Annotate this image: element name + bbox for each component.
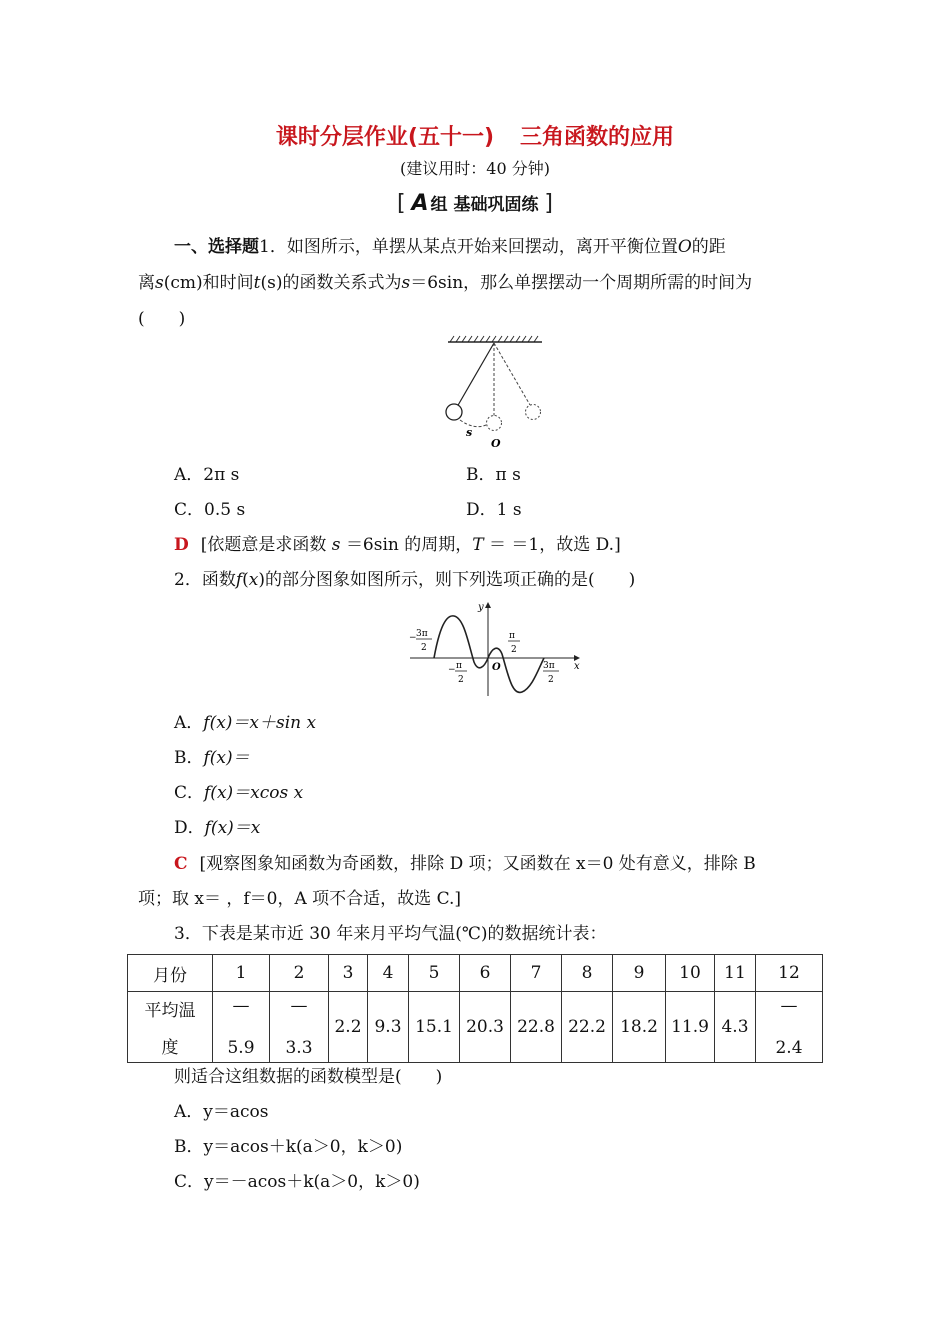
table-header-row <box>128 955 823 992</box>
temp-label-2: 度 <box>161 1038 179 1058</box>
temp-cell <box>756 992 823 1063</box>
section-heading: 一、选择题 <box>174 237 259 257</box>
y-axis-arrow <box>485 602 491 608</box>
q3-option-b[interactable]: B．y＝acos＋k(a＞0，k＞0) <box>174 1137 403 1157</box>
tick-pi-den: 2 <box>511 645 517 655</box>
q2-optD-expr: f(x)＝x <box>204 818 261 838</box>
month-cell: 7 <box>511 955 562 992</box>
q1-line-1 <box>174 232 726 257</box>
q2-optD-letter: D． <box>174 818 205 838</box>
temp-cell: 18.2 <box>613 992 666 1063</box>
q1-t2s2: s <box>401 273 411 293</box>
q2-optC-letter: C． <box>174 783 205 803</box>
month-cell: 3 <box>329 955 368 992</box>
q2-stem-a: 2．函数 <box>174 570 236 590</box>
month-cell: 4 <box>368 955 409 992</box>
q1-t2d: ＝6sin，那么单摆摆动一个周期所需的时间为 <box>410 273 753 293</box>
temp-cell: 4.3 <box>715 992 756 1063</box>
q1-line-3: ( ) <box>138 309 186 329</box>
q2-explanation-1 <box>174 849 756 874</box>
q1-option-c[interactable]: C．0.5 s <box>174 500 246 520</box>
temp-cell: 9.3 <box>368 992 409 1063</box>
group-heading <box>0 190 950 216</box>
pendulum-figure <box>430 332 560 452</box>
q2-answer: C <box>174 854 188 874</box>
month-cell: 5 <box>409 955 460 992</box>
month-cell: 1 <box>213 955 270 992</box>
q3-option-c[interactable]: C．y＝－acos＋k(a＞0，k＞0) <box>174 1172 420 1192</box>
tick-neg-pi-den: 2 <box>458 675 464 685</box>
group-label: 组 基础巩固练 <box>430 195 539 215</box>
tick-neg-3pi-num: 3π <box>416 629 428 639</box>
tick-3pi-den: 2 <box>548 675 554 685</box>
temp-cell: 15.1 <box>409 992 460 1063</box>
q3-question: 则适合这组数据的函数模型是( ) <box>174 1067 443 1087</box>
q1-text-1: 1．如图所示，单摆从某点开始来回摆动，离开平衡位置 <box>259 237 678 257</box>
q3-stem: 3．下表是某市近 30 年来月平均气温(℃)的数据统计表： <box>174 924 607 944</box>
q2-explanation-2: 项；取 x＝ ，f＝0，A 项不合适，故选 C.] <box>138 889 462 909</box>
function-graph <box>404 600 584 700</box>
temp-value: 3.3 <box>285 1038 313 1058</box>
group-bracket-open: [ <box>397 191 406 216</box>
temp-value: 2.4 <box>775 1038 803 1058</box>
month-cell: 2 <box>270 955 329 992</box>
header-temp-label <box>128 992 213 1063</box>
tick-pi-num: π <box>509 631 515 641</box>
neg-mark: — <box>290 996 308 1016</box>
page-title <box>0 120 950 151</box>
q1-explanation <box>174 530 621 555</box>
q1-exp-t: T <box>472 535 484 555</box>
temp-cell: 22.8 <box>511 992 562 1063</box>
temp-cell: 20.3 <box>460 992 511 1063</box>
q3-option-a[interactable]: A．y＝acos <box>174 1102 269 1122</box>
q1-exp-c: ＝ ＝1，故选 D.] <box>489 535 621 555</box>
q1-option-d[interactable]: D．1 s <box>466 500 522 520</box>
extreme-bob <box>526 405 541 420</box>
q1-t2b: (cm)和时间 <box>163 273 254 293</box>
q1-t2a: 离 <box>138 273 155 293</box>
group-letter: A <box>411 191 429 216</box>
temp-cell <box>213 992 270 1063</box>
temp-label-1: 平均温 <box>144 1001 196 1021</box>
q1-t2s: s <box>155 273 164 293</box>
origin-label: O <box>492 662 501 673</box>
q2-stem <box>174 565 635 590</box>
temp-cell: 22.2 <box>562 992 613 1063</box>
label-s: s <box>466 426 473 439</box>
q1-text-1-end: 的距 <box>691 237 726 257</box>
tick-neg-3pi-den: 2 <box>421 643 427 653</box>
month-cell: 6 <box>460 955 511 992</box>
q1-exp-b: ＝6sin 的周期， <box>345 535 473 555</box>
q1-option-b[interactable]: B．π s <box>466 465 521 485</box>
ceiling-hatch <box>450 336 538 342</box>
q2-option-b[interactable] <box>174 743 250 768</box>
temp-value: 5.9 <box>227 1038 255 1058</box>
q2-optA-letter: A． <box>174 713 204 733</box>
tick-neg-3pi-minus: − <box>409 633 417 643</box>
q2-option-a[interactable] <box>174 708 316 733</box>
q1-line-2 <box>138 268 752 293</box>
swing-arc <box>460 420 486 427</box>
pendulum-bob <box>446 404 462 420</box>
temp-cell: 2.2 <box>329 992 368 1063</box>
q1-t2t: t <box>253 273 261 293</box>
suggested-time: (建议用时：40 分钟) <box>400 159 550 178</box>
q2-optA-expr: f(x)＝x＋sin x <box>203 713 317 733</box>
q1-answer: D <box>174 535 189 555</box>
q2-option-c[interactable] <box>174 778 303 803</box>
neg-mark: — <box>780 996 798 1016</box>
q2-optB-expr: f(x)＝ <box>203 748 250 768</box>
header-month-label: 月份 <box>128 955 213 992</box>
q1-exp-a: [依题意是求函数 <box>200 535 327 555</box>
q2-stem-f: f <box>235 570 243 590</box>
month-cell: 9 <box>613 955 666 992</box>
label-o: O <box>491 437 501 450</box>
q2-exp-1: [观察图象知函数为奇函数，排除 D 项；又函数在 x＝0 处有意义，排除 B <box>199 854 756 874</box>
q2-option-d[interactable] <box>174 813 260 838</box>
title-topic: 三角函数的应用 <box>520 125 675 150</box>
q2-optB-letter: B． <box>174 748 204 768</box>
q1-option-a[interactable]: A．2π s <box>174 465 240 485</box>
month-cell: 10 <box>666 955 715 992</box>
temp-cell: 11.9 <box>666 992 715 1063</box>
group-bracket-close: ] <box>544 191 553 216</box>
q1-exp-s: s <box>331 535 341 555</box>
tick-neg-pi-num: π <box>456 661 462 671</box>
title-main: 课时分层作业(五十一) <box>275 125 495 150</box>
equilibrium-bob <box>487 416 502 431</box>
x-axis-label: x <box>574 661 580 672</box>
table-temp-row <box>128 992 823 1063</box>
month-cell: 12 <box>756 955 823 992</box>
tick-neg-pi-minus: − <box>448 665 456 675</box>
q2-stem-x: x <box>248 570 259 590</box>
q2-stem-c: )的部分图象如图所示，则下列选项正确的是( ) <box>258 570 636 590</box>
extreme-string <box>494 343 530 405</box>
q2-optC-expr: f(x)＝xcos x <box>204 783 304 803</box>
q2-stem-b: ( <box>242 570 249 590</box>
function-curve <box>434 616 544 693</box>
temperature-table <box>127 954 823 1063</box>
pendulum-string <box>457 343 494 407</box>
temp-cell <box>270 992 329 1063</box>
q1-t2c: (s)的函数关系式为 <box>260 273 402 293</box>
month-cell: 11 <box>715 955 756 992</box>
q1-var-o: O <box>677 237 692 257</box>
y-axis-label: y <box>478 602 484 613</box>
tick-3pi-num: 3π <box>543 661 555 671</box>
month-cell: 8 <box>562 955 613 992</box>
neg-mark: — <box>232 996 250 1016</box>
